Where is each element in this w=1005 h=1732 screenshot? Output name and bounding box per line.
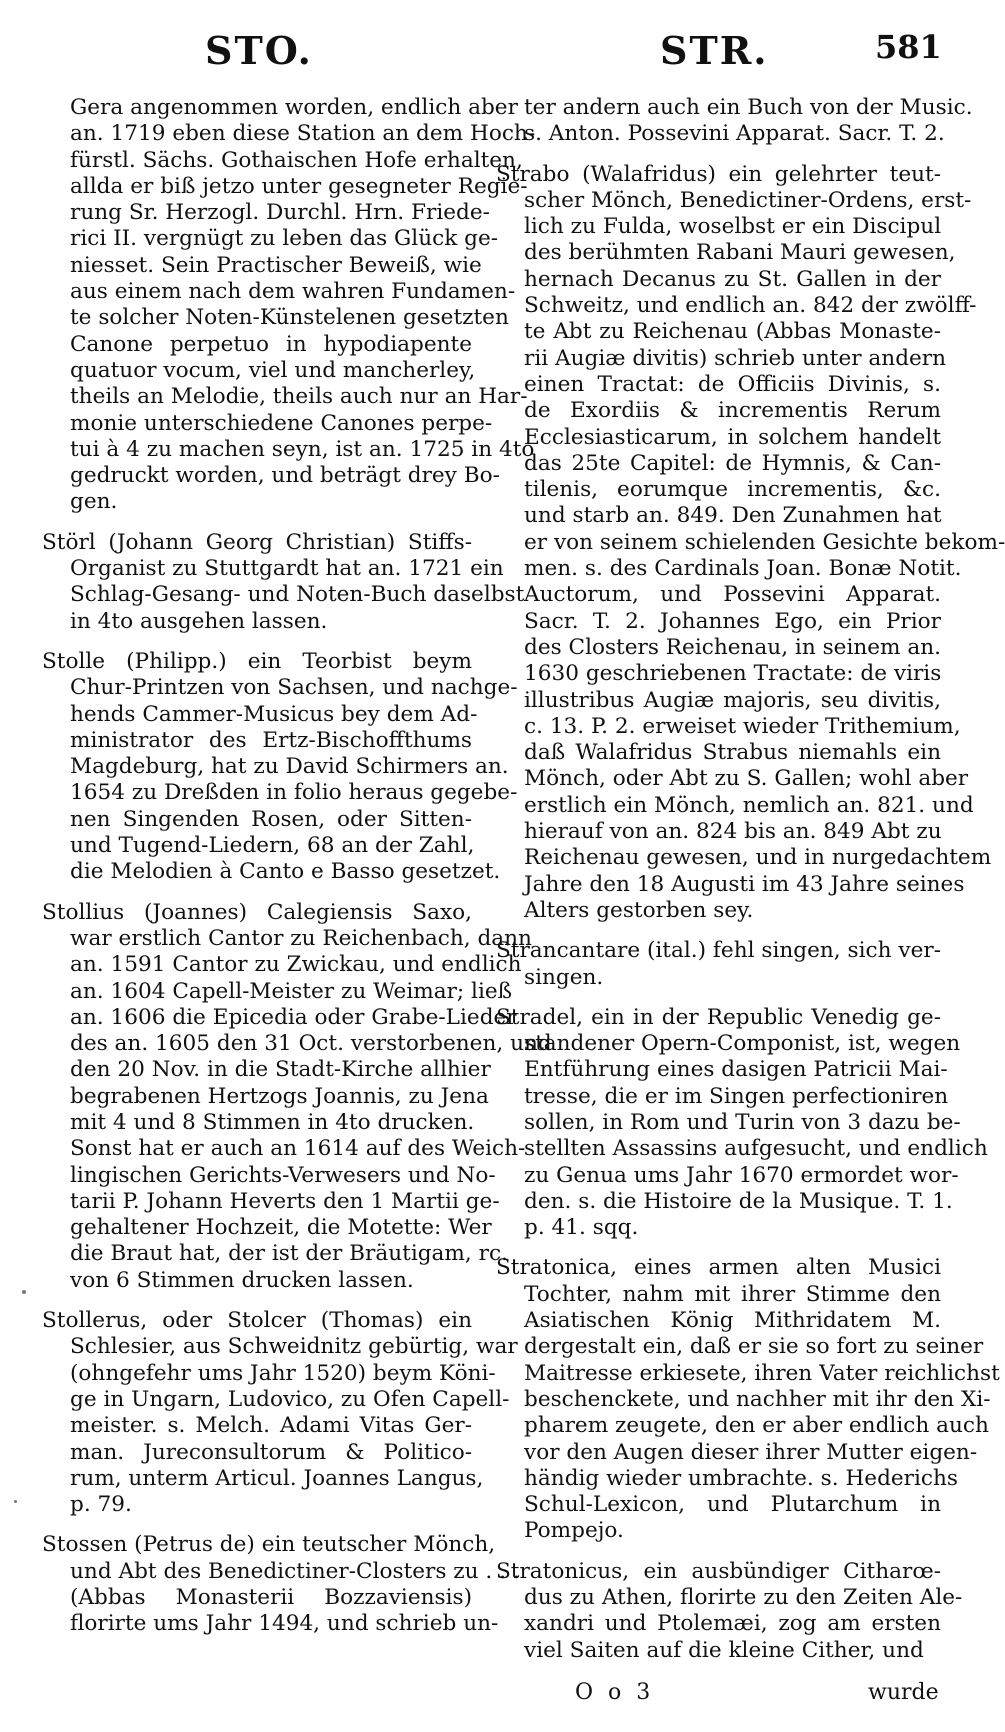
entry-text-line: an. 1604 Capell-Meister zu Weimar; ließ	[70, 978, 513, 1004]
entry-text-line: dergestalt ein, daß er sie so fort zu seiner	[524, 1334, 984, 1360]
entry-text-line: vor den Augen dieser ihrer Mutter eigen-	[524, 1439, 978, 1465]
entry-text-line: Auctorum, und Possevini Apparat.	[524, 582, 941, 608]
entry-text-line: hierauf von an. 824 bis an. 849 Abt zu	[524, 819, 942, 845]
entry-text-line: an. 1591 Cantor zu Zwickau, und endlich	[70, 952, 522, 978]
entry-text-line: nen Singenden Rosen, oder Sitten-	[70, 806, 472, 832]
entry-text-line: stellten Assassins aufgesucht, und endlich	[524, 1136, 988, 1162]
entry-text-line: te Abt zu Reichenau (Abbas Monaste-	[524, 319, 941, 345]
entry-text-line: florirte ums Jahr 1494, und schrieb un-	[70, 1611, 499, 1637]
entry-text-line: des berühmten Rabani Mauri gewesen,	[524, 240, 956, 266]
dictionary-entry	[496, 938, 941, 991]
dictionary-entry	[496, 161, 1005, 925]
entry-text-line: Organist zu Stuttgardt hat an. 1721 ein	[70, 556, 504, 582]
entry-text-line: singen.	[524, 964, 604, 990]
entry-text-line: pharem zeugete, den er aber endlich auch	[524, 1413, 989, 1439]
dictionary-entry	[496, 1004, 988, 1242]
entry-text-line: lingischen Gerichts-Verwesers und No-	[70, 1162, 496, 1188]
entry-text-line: an. 1606 die Epicedia oder Grabe-Lieder	[70, 1004, 517, 1030]
entry-text-line: daß Walafridus Strabus niemahls ein	[524, 740, 941, 766]
entry-text-line: den. s. die Histoire de la Musique. T. 1.	[524, 1188, 953, 1214]
entry-text-line: rici II. vergnügt zu leben das Glück ge-	[70, 226, 499, 252]
entry-text-line: zu Genua ums Jahr 1670 ermordet wor-	[524, 1162, 959, 1188]
dictionary-entry	[42, 899, 552, 1294]
signature-mark: O o 3	[575, 1680, 655, 1705]
entry-text-line: Schlesier, aus Schweidnitz gebürtig, war	[70, 1334, 518, 1360]
page-number: 581	[875, 28, 942, 66]
entry-text-line: scher Mönch, Benedictiner-Ordens, erst-	[524, 187, 972, 213]
entry-text-line: rung Sr. Herzogl. Durchl. Hrn. Friede-	[70, 200, 490, 226]
entry-headline: Störl (Johann Georg Christian) Stiffs-	[42, 529, 472, 555]
entry-text-line: Asiatischen König Mithridatem M.	[524, 1308, 941, 1334]
entry-text-line: Chur-Printzen von Sachsen, und nachge-	[70, 675, 518, 701]
dictionary-entry	[496, 1558, 963, 1664]
entry-headline: Stolle (Philipp.) ein Teorbist beym	[42, 648, 472, 674]
entry-text-line: 1654 zu Dreßden in folio heraus gegebe-	[70, 780, 518, 806]
entry-text-line: Canone perpetuo in hypodiapente	[70, 331, 472, 357]
entry-text-line: des an. 1605 den 31 Oct. verstorbenen, und	[70, 1031, 552, 1057]
entry-headline: Stollerus, oder Stolcer (Thomas) ein	[42, 1308, 472, 1334]
entry-text-line: lich zu Fulda, woselbst er ein Discipul	[524, 214, 942, 240]
entry-text-line: illustribus Augiæ majoris, seu divitis,	[524, 687, 941, 713]
entry-text-line: gedruckt worden, und beträgt drey Bo-	[70, 463, 500, 489]
entry-text-line: de Exordiis & incrementis Rerum	[524, 398, 941, 424]
entry-text-line: man. Jureconsultorum & Politico-	[70, 1439, 472, 1465]
entry-text-line: erstlich ein Mönch, nemlich an. 821. und	[524, 792, 974, 818]
entry-text-line: Pompejo.	[524, 1518, 624, 1544]
dictionary-entry	[42, 529, 525, 635]
entry-text-line: meister. s. Melch. Adami Vitas Ger-	[70, 1413, 472, 1439]
entry-text-line: c. 13. P. 2. erweiset wieder Trithemium,	[524, 713, 961, 739]
entry-text-line: die Melodien à Canto e Basso gesetzet.	[70, 859, 501, 885]
entry-text-line: quatuor vocum, viel und mancherley,	[70, 357, 476, 383]
entry-text-line: händig wieder umbrachte. s. Hederichs	[524, 1465, 958, 1491]
entry-text-line: Jahre den 18 Augusti im 43 Jahre seines	[524, 871, 965, 897]
entry-text-line: an. 1719 eben diese Station an dem Hoch-	[70, 121, 536, 147]
entry-text-line: Alters gestorben sey.	[524, 897, 754, 923]
entry-text-line: beschenckete, und nachher mit ihr den Xi-	[524, 1386, 991, 1412]
entry-text-line: ter andern auch ein Buch von der Music.	[524, 95, 973, 120]
right-text-column	[496, 95, 1005, 1664]
entry-text-line: viel Saiten auf die kleine Cither, und	[524, 1637, 924, 1663]
entry-text-line: und Abt des Benedictiner-Closters zu . . .	[70, 1558, 520, 1584]
entry-text-line: er von seinem schielenden Gesichte bekom-	[524, 529, 1005, 555]
entry-text-line: Tochter, nahm mit ihrer Stimme den	[524, 1281, 941, 1307]
entry-text-line: (Abbas Monasterii Bozzaviensis)	[70, 1585, 472, 1611]
entry-headline: Stollius (Joannes) Calegiensis Saxo,	[42, 899, 472, 925]
entry-text-line: hernach Decanus zu St. Gallen in der	[524, 266, 941, 292]
entry-text-line: Magdeburg, hat zu David Schirmers an.	[70, 754, 509, 780]
entry-headline: Strancantare (ital.) fehl singen, sich ver-	[496, 938, 941, 964]
dictionary-entry	[42, 1532, 520, 1637]
left-text-column	[42, 95, 552, 1638]
dictionary-entry	[496, 1255, 1000, 1544]
entry-text-line: allda er biß jetzo unter gesegneter Regie-	[70, 173, 528, 199]
entry-text-line: Reichenau gewesen, und in nurgedachtem	[524, 845, 992, 871]
entry-text-line: Mönch, oder Abt zu S. Gallen; wohl aber	[524, 766, 969, 792]
dictionary-entry	[42, 648, 518, 886]
entry-text-line: den 20 Nov. in die Stadt-Kirche allhier	[70, 1057, 491, 1083]
entry-headline: Stratonica, eines armen alten Musici	[496, 1255, 941, 1281]
entry-text-line: einen Tractat: de Officiis Divinis, s.	[524, 371, 941, 397]
entry-text-line: xandri und Ptolemæi, zog am ersten	[524, 1611, 941, 1637]
entry-text-line: gehaltener Hochzeit, die Motette: Wer	[70, 1215, 492, 1241]
entry-text-line: ministrator des Ertz-Bischoffthums	[70, 727, 472, 753]
entry-text-line: Sonst hat er auch an 1614 auf des Weich-	[70, 1136, 526, 1162]
catchword: wurde	[868, 1680, 939, 1705]
entry-text-line: von 6 Stimmen drucken lassen.	[70, 1267, 414, 1293]
ink-speck	[22, 1290, 26, 1294]
entry-text-line: Schlag-Gesang- und Noten-Buch daselbst	[70, 582, 525, 608]
entry-text-line: 1630 geschriebenen Tractate: de viris	[524, 661, 942, 687]
entry-text-line: sollen, in Rom und Turin von 3 dazu be-	[524, 1109, 961, 1135]
entry-text-line: Gera angenommen worden, endlich aber	[70, 95, 518, 120]
entry-text-line: monie unterschiedene Canones perpe-	[70, 410, 493, 436]
entry-text-line: und Tugend-Liedern, 68 an der Zahl,	[70, 833, 475, 859]
entry-text-line: Sacr. T. 2. Johannes Ego, ein Prior	[524, 608, 941, 634]
dictionary-entry	[496, 95, 973, 148]
entry-text-line: p. 79.	[70, 1492, 132, 1518]
entry-text-line: tarii P. Johann Heverts den 1 Martii ge-	[70, 1188, 500, 1214]
entry-text-line: p. 41. sqq.	[524, 1215, 639, 1241]
entry-text-line: des Closters Reichenau, in seinem an.	[524, 634, 942, 660]
entry-headline: Stratonicus, ein ausbündiger Citharœ-	[496, 1558, 941, 1584]
dictionary-entry	[42, 1308, 518, 1518]
entry-text-line: die Braut hat, der ist der Bräutigam, rc.	[70, 1241, 508, 1267]
entry-text-line: begrabenen Hertzogs Joannis, zu Jena	[70, 1083, 489, 1109]
entry-text-line: Maitresse erkiesete, ihren Vater reichlichst	[524, 1360, 1000, 1386]
entry-text-line: tui à 4 zu machen seyn, ist an. 1725 in 4to	[70, 436, 535, 462]
entry-text-line: rii Augiæ divitis) schrieb unter andern	[524, 345, 947, 371]
entry-text-line: dus zu Athen, florirte zu den Zeiten Ale-	[524, 1585, 963, 1611]
entry-headline: Strabo (Walafridus) ein gelehrter teut-	[496, 161, 941, 187]
entry-text-line: und starb an. 849. Den Zunahmen hat	[524, 503, 942, 529]
entry-text-line: rum, unterm Articul. Joannes Langus,	[70, 1465, 484, 1491]
entry-headline: Stradel, ein in der Republic Venedig ge-	[496, 1004, 941, 1030]
entry-text-line: ge in Ungarn, Ludovico, zu Ofen Capell-	[70, 1386, 510, 1412]
entry-text-line: Entführung eines dasigen Patricii Mai-	[524, 1057, 948, 1083]
entry-text-line: Ecclesiasticarum, in solchem handelt	[524, 424, 941, 450]
entry-text-line: gen.	[70, 489, 118, 515]
entry-text-line: niesset. Sein Practischer Beweiß, wie	[70, 252, 482, 278]
entry-text-line: s. Anton. Possevini Apparat. Sacr. T. 2.	[524, 121, 945, 147]
running-head-left: STO.	[205, 28, 313, 73]
entry-text-line: standener Opern-Componist, ist, wegen	[524, 1031, 961, 1057]
entry-text-line: aus einem nach dem wahren Fundamen-	[70, 279, 516, 305]
entry-text-line: mit 4 und 8 Stimmen in 4to drucken.	[70, 1109, 475, 1135]
entry-text-line: te solcher Noten-Künstelenen gesetzten	[70, 305, 509, 331]
entry-text-line: fürstl. Sächs. Gothaischen Hofe erhalten,	[70, 147, 523, 173]
entry-headline: Stossen (Petrus de) ein teutscher Mönch,	[42, 1532, 496, 1558]
entry-text-line: Schul-Lexicon, und Plutarchum in	[524, 1492, 941, 1518]
entry-text-line: theils an Melodie, theils auch nur an Har-	[70, 384, 528, 410]
dictionary-entry	[42, 95, 536, 516]
entry-text-line: tilenis, eorumque incrementis, &c.	[524, 477, 941, 503]
entry-text-line: men. s. des Cardinals Joan. Bonæ Notit.	[524, 556, 962, 582]
entry-text-line: war erstlich Cantor zu Reichenbach, dann	[70, 925, 532, 951]
entry-text-line: Schweitz, und endlich an. 842 der zwölff-	[524, 293, 977, 319]
entry-text-line: (ohngefehr ums Jahr 1520) beym Köni-	[70, 1360, 496, 1386]
ink-speck	[14, 1500, 17, 1503]
entry-text-line: hends Cammer-Musicus bey dem Ad-	[70, 701, 478, 727]
running-head-right: STR.	[660, 28, 769, 73]
entry-text-line: tresse, die er im Singen perfectioniren	[524, 1083, 949, 1109]
entry-text-line: das 25te Capitel: de Hymnis, & Can-	[524, 450, 941, 476]
entry-text-line: in 4to ausgehen lassen.	[70, 608, 328, 634]
